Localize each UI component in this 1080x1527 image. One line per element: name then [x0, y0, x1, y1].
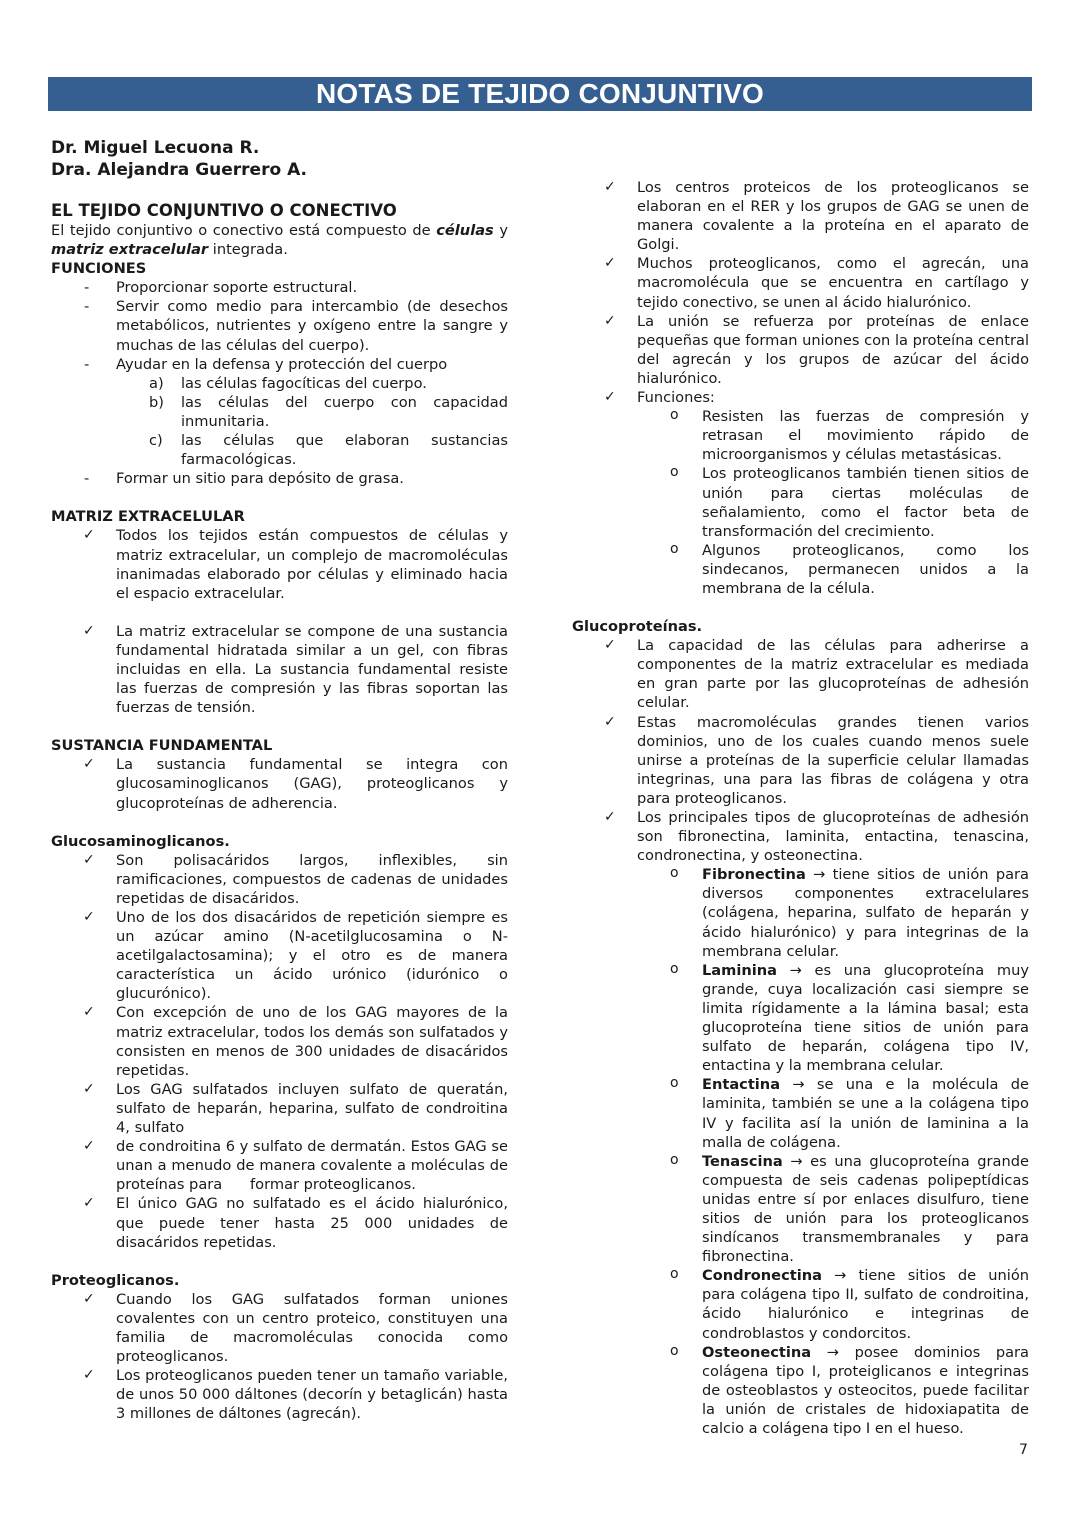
circle-bullet-icon: o	[670, 1342, 679, 1359]
list-item: - Proporcionar soporte estructural.	[84, 279, 358, 297]
page-title: NOTAS DE TEJIDO CONJUNTIVO	[315, 78, 765, 109]
list-item: ✓ La matriz extracelular se compone de una sustancia fundamental hidratada similar a un gel, con fibras incluidas en ella. La sustancia fundamental resiste las fuerzas de compresión y las fibras soportan las fuerzas de tensión.	[83, 622, 508, 717]
circle-bullet-icon: o	[670, 540, 679, 557]
list-item: o Algunos proteoglicanos, como los sindecanos, permanecen unidos a la membrana de la célula.	[670, 540, 1029, 597]
list-item: - Servir como medio para intercambio (de desechos metabólicos, nutrientes y oxígeno entre la sangre y muchas de las células del cuerpo).	[84, 298, 508, 354]
circle-bullet-icon: o	[670, 1075, 679, 1092]
arrow-icon: →	[782, 1152, 811, 1170]
list-item: o Condronectina → tiene sitios de unión para colágena tipo II, sulfato de condroitina, ácido hialurónico e integrinas de condroblastos y condorcitos.	[670, 1266, 1029, 1342]
matriz-list	[51, 526, 508, 717]
circle-bullet-icon: o	[670, 464, 679, 481]
section-heading-tejido: EL TEJIDO CONJUNTIVO O CONECTIVO	[51, 201, 397, 220]
list-item: a) las células fagocíticas del cuerpo.	[149, 374, 427, 392]
section-heading-matriz: MATRIZ EXTRACELULAR	[51, 508, 245, 526]
list-item: ✓ La capacidad de las células para adherirse a componentes de la matriz extracelular es mediada en gran parte por las glucoproteínas de adhesión celular.	[604, 637, 1029, 712]
defensa-sublist	[51, 374, 508, 469]
proteoglicanos-list-cont	[572, 178, 1029, 407]
list-item: o Fibronectina → tiene sitios de unión para diversos componentes extracelulares (colágena, heparina, sulfato de heparán y ácido hialurónico) y para integrinas de la membrana celular.	[670, 865, 1029, 960]
page-number: 7	[1019, 1442, 1028, 1458]
author-2: Dra. Alejandra Guerrero A.	[51, 160, 307, 180]
dash-bullet-icon: -	[84, 355, 90, 373]
list-item: ✓ Los proteoglicanos pueden tener un tamaño variable, de unos 50 000 dáltones (decorín y betaglicán) hasta 3 millones de dáltones (agrecán).	[83, 1367, 508, 1423]
list-item: ✓ Cuando los GAG sulfatados forman uniones covalentes con un centro proteico, constituyen una familia de macromoléculas conocida como proteoglicanos.	[83, 1290, 508, 1366]
section-heading-proteoglicanos: Proteoglicanos.	[51, 1271, 180, 1289]
checkmark-icon: ✓	[83, 851, 95, 868]
checkmark-icon: ✓	[83, 1367, 95, 1384]
checkmark-icon: ✓	[83, 527, 95, 544]
circle-bullet-icon: o	[670, 1151, 679, 1168]
title-banner	[48, 77, 1032, 111]
dash-bullet-icon: -	[84, 470, 90, 488]
circle-bullet-icon: o	[670, 865, 679, 882]
right-column	[572, 178, 1029, 1438]
funciones-list	[51, 278, 508, 373]
checkmark-icon: ✓	[83, 1080, 95, 1097]
list-item: o Osteonectina → posee dominios para colágena tipo I, proteiglicanos e integrinas de osteoblastos y osteocitos, puede facilitar la unión de cristales de hidoxiapatita de calcio a colágena tipo I en el hueso.	[670, 1342, 1029, 1437]
intro-paragraph: El tejido conjuntivo o conectivo está compuesto de células y matriz extracelular integrada.	[51, 222, 508, 259]
list-item: o Laminina → es una glucoproteína muy grande, cuya localización casi siempre se limita rígidamente a la lámina basal; esta glucoproteína tiene sitios de unión para sulfato de heparán, colágena tipo IV, entactina y la membrana celular.	[670, 960, 1029, 1075]
circle-bullet-icon: o	[670, 407, 679, 424]
proteoglicanos-funciones-list	[572, 407, 1029, 598]
checkmark-icon: ✓	[83, 1138, 95, 1155]
list-item: ✓ Muchos proteoglicanos, como el agrecán, una macromolécula que se encuentra en cartílago y tejido conectivo, se unen al ácido hialurónico.	[604, 255, 1029, 311]
list-item: ✓ Los principales tipos de glucoproteínas de adhesión son fibronectina, laminita, entactina, tenascina, condronectina, y osteonectina.	[604, 809, 1029, 865]
gag-list	[51, 851, 513, 1252]
glucoproteinas-types-list	[572, 865, 1029, 1438]
circle-bullet-icon: o	[670, 1266, 679, 1283]
checkmark-icon: ✓	[83, 909, 95, 925]
list-item: - Formar un sitio para depósito de grasa.	[84, 470, 404, 488]
list-item: ✓ Son polisacáridos largos, inflexibles, sin ramificaciones, compuestos de cadenas de unidades repetidas de disacáridos.	[83, 851, 508, 907]
list-item: ✓ Estas macromoléculas grandes tienen varios dominios, uno de los cuales cuando menos suele unirse a proteínas de la superficie celular llamadas integrinas, una para las fibras de colágena y otra para proteoglicanos.	[604, 713, 1029, 807]
dash-bullet-icon: -	[84, 279, 90, 297]
funciones-list-cont	[51, 469, 508, 488]
checkmark-icon: ✓	[604, 809, 616, 825]
arrow-icon: →	[821, 1267, 859, 1285]
checkmark-icon: ✓	[83, 1004, 95, 1021]
list-item: ✓ Los GAG sulfatados incluyen sulfato de queratán, sulfato de heparán, heparina, sulfato de condroitina 4, sulfato	[83, 1080, 508, 1137]
list-item: ✓ Uno de los dos disacáridos de repetición siempre es un azúcar amino (N-acetilglucosamina o N-acetilgalactosamina); y el otro es de manera característica un ácido urónico (idurónico o glucurónico).	[83, 909, 508, 1003]
list-item: ✓ El único GAG no sulfatado es el ácido hialurónico, que puede tener hasta 25 000 unidades de disacáridos repetidas.	[83, 1195, 508, 1251]
author-1: Dr. Miguel Lecuona R.	[51, 138, 260, 158]
list-item: ✓ Funciones:	[604, 389, 715, 407]
section-heading-gag: Glucosaminoglicanos.	[51, 832, 230, 850]
list-item: ✓ Con excepción de uno de los GAG mayores de la matriz extracelular, todos los demás son sulfatados y consisten en menos de 300 unidades de disacáridos repetidas.	[83, 1004, 508, 1079]
arrow-icon: →	[777, 961, 815, 979]
list-item: o Tenascina → es una glucoproteína grande compuesta de seis cadenas polipeptídicas unidas entre sí por enlaces disulfuro, tiene sitios de unión para los proteoglicanos sindícanos transmembranales y para fibronectina.	[670, 1151, 1029, 1266]
list-item: o Los proteoglicanos también tienen sitios de unión para ciertas moléculas de señalamiento, como el factor beta de transformación del crecimiento.	[670, 464, 1029, 540]
list-item: ✓ de condroitina 6 y sulfato de dermatán. Estos GAG se unan a menudo de manera covalente a moléculas de proteínas para formar proteoglicanos.	[83, 1138, 513, 1194]
arrow-icon: →	[805, 866, 833, 884]
arrow-icon: →	[780, 1076, 817, 1094]
list-item: c) las células que elaboran sustancias farmacológicas.	[149, 432, 508, 469]
list-item: ✓ La sustancia fundamental se integra con glucosaminoglicanos (GAG), proteoglicanos y glucoproteínas de adherencia.	[83, 756, 508, 812]
section-heading-funciones: FUNCIONES	[51, 260, 147, 278]
checkmark-icon: ✓	[604, 389, 616, 406]
checkmark-icon: ✓	[83, 1290, 95, 1307]
proteoglicanos-list	[51, 1290, 508, 1424]
checkmark-icon: ✓	[83, 622, 95, 639]
glucoproteinas-list	[572, 636, 1029, 865]
list-item: ✓ Los centros proteicos de los proteoglicanos se elaboran en el RER y los grupos de GAG se unen de manera covalente a la proteína en el aparato de Golgi.	[604, 179, 1029, 254]
sustancia-list	[51, 755, 508, 812]
authors	[51, 137, 508, 181]
dash-bullet-icon: -	[84, 298, 90, 316]
checkmark-icon: ✓	[604, 255, 616, 272]
checkmark-icon: ✓	[83, 756, 95, 773]
checkmark-icon: ✓	[604, 713, 616, 730]
list-item: b) las células del cuerpo con capacidad inmunitaria.	[149, 393, 508, 430]
checkmark-icon: ✓	[604, 312, 616, 329]
arrow-icon: →	[811, 1343, 855, 1361]
list-item: o Resisten las fuerzas de compresión y retrasan el movimiento rápido de microorganismos y células metastásicas.	[670, 407, 1029, 464]
checkmark-icon: ✓	[83, 1195, 95, 1212]
checkmark-icon: ✓	[604, 179, 616, 195]
section-heading-sustancia: SUSTANCIA FUNDAMENTAL	[51, 737, 273, 755]
section-heading-glucoproteinas: Glucoproteínas.	[572, 618, 703, 636]
list-item: o Entactina → se una e la molécula de laminita, también se une a la colágena tipo IV y facilita así la unión de laminina a la malla de colágena.	[670, 1075, 1029, 1151]
list-item: ✓ Todos los tejidos están compuestos de células y matriz extracelular, un complejo de macromoléculas inanimadas elaborado por células y eliminado hacia el espacio extracelular.	[83, 527, 508, 602]
list-item: ✓ La unión se refuerza por proteínas de enlace pequeñas que forman uniones con la proteína central del agrecán y los grupos de azúcar del ácido hialurónico.	[604, 312, 1030, 387]
checkmark-icon: ✓	[604, 637, 616, 654]
list-item: - Ayudar en la defensa y protección del cuerpo	[84, 355, 448, 373]
circle-bullet-icon: o	[670, 960, 679, 977]
left-column	[51, 137, 513, 1423]
